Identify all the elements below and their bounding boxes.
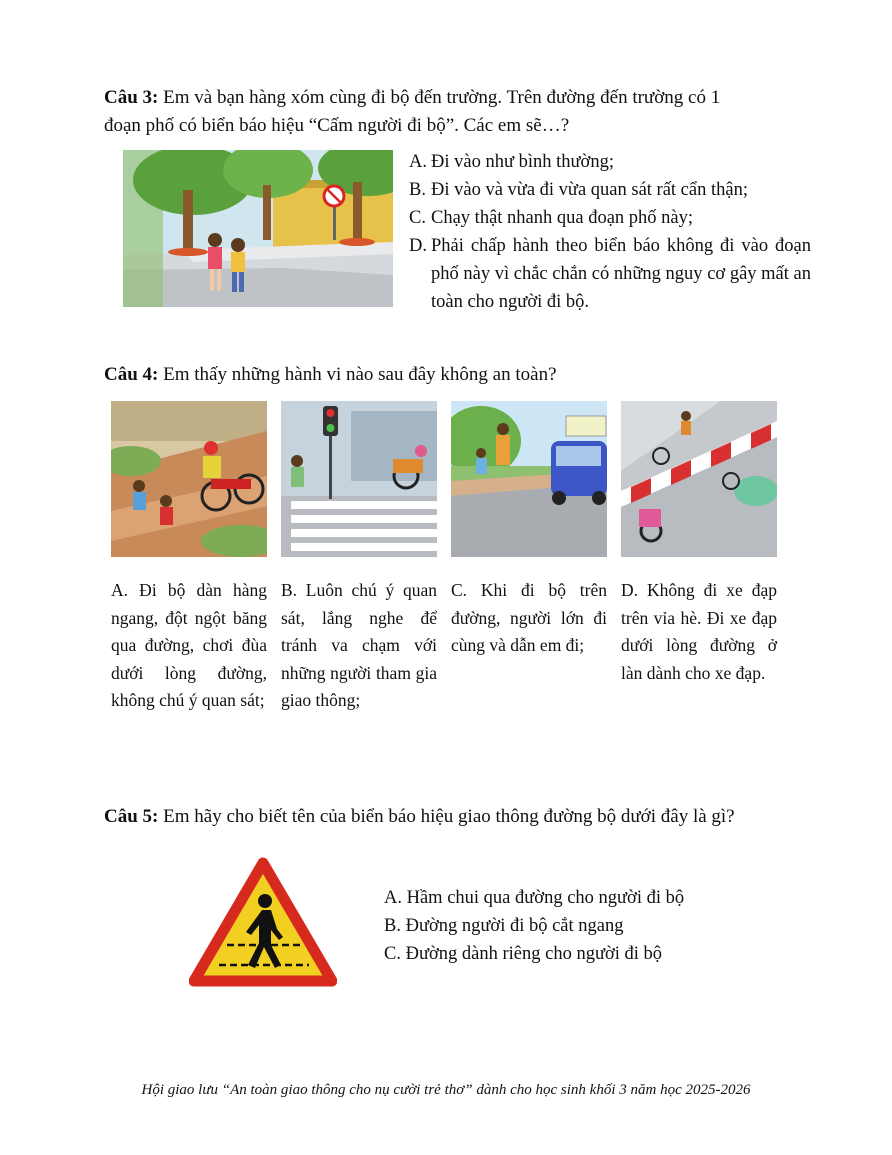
- question-3-option-b[interactable]: [409, 176, 811, 204]
- option-text: Phải chấp hành theo biển báo không đi vào đoạn phố này vì chắc chắn có những nguy cơ gây mất an toàn cho người đi bộ.: [431, 236, 811, 312]
- option-letter: D.: [409, 236, 427, 256]
- option-text: Đi vào như bình thường;: [431, 152, 614, 172]
- question-5-text: Em hãy cho biết tên của biển báo hiệu giao thông đường bộ dưới đây là gì?: [158, 806, 735, 827]
- question-4-option-b[interactable]: B. Luôn chú ý quan sát, lắng nghe để tránh va chạm với những người tham gia giao thông;: [281, 580, 437, 710]
- question-4-option-a[interactable]: A. Đi bộ dàn hàng ngang, đột ngột băng qua đường, chơi đùa dưới lòng đường, không chú ý quan sát;: [111, 580, 267, 710]
- question-3-label: Câu 3:: [104, 87, 159, 108]
- question-4-option-d[interactable]: D. Không đi xe đạp trên vỉa hè. Đi xe đạp dưới lòng đường ở làn dành cho xe đạp.: [621, 580, 777, 683]
- question-5-title: [104, 803, 824, 831]
- question-3-illustration: [123, 150, 393, 307]
- option-text: Chạy thật nhanh qua đoạn phố này;: [431, 208, 694, 228]
- option-letter: B.: [409, 180, 426, 200]
- question-3-option-c[interactable]: [409, 204, 811, 232]
- question-4-image-a: [111, 401, 267, 557]
- question-3-title: [104, 84, 804, 140]
- question-5-option-b[interactable]: B. Đường người đi bộ cắt ngang: [384, 916, 624, 936]
- question-4-image-c: [451, 401, 607, 557]
- question-5-label: Câu 5:: [104, 806, 159, 827]
- question-4-image-d: [621, 401, 777, 557]
- question-5-options: [384, 884, 804, 968]
- page-footer: Hội giao lưu “An toàn giao thông cho nụ cười trẻ thơ” dành cho học sinh khối 3 năm học 2025-2026: [141, 1082, 751, 1098]
- question-3-options: [409, 148, 811, 316]
- question-4-image-b: [281, 401, 437, 557]
- question-3-text-line1: Em và bạn hàng xóm cùng đi bộ đến trường. Trên đường đến trường có 1: [158, 87, 721, 108]
- question-4-option-c[interactable]: C. Khi đi bộ trên đường, người lớn đi cùng và dẫn em đi;: [451, 580, 607, 655]
- pedestrian-crossing-sign-icon: [189, 857, 337, 987]
- question-5-option-a[interactable]: A. Hầm chui qua đường cho người đi bộ: [384, 888, 685, 908]
- question-3-text-line2: đoạn phố có biển báo hiệu “Cấm người đi bộ”. Các em sẽ…?: [104, 115, 570, 136]
- question-3-option-a[interactable]: [409, 148, 811, 176]
- option-letter: C.: [409, 208, 426, 228]
- question-4-text: Em thấy những hành vi nào sau đây không an toàn?: [158, 364, 557, 385]
- question-5-option-c[interactable]: C. Đường dành riêng cho người đi bộ: [384, 944, 663, 964]
- question-4-title: [104, 361, 804, 389]
- option-letter: A.: [409, 152, 427, 172]
- question-3-option-d[interactable]: [409, 232, 811, 316]
- option-text: Đi vào và vừa đi vừa quan sát rất cẩn thận;: [431, 180, 748, 200]
- question-4-label: Câu 4:: [104, 364, 159, 385]
